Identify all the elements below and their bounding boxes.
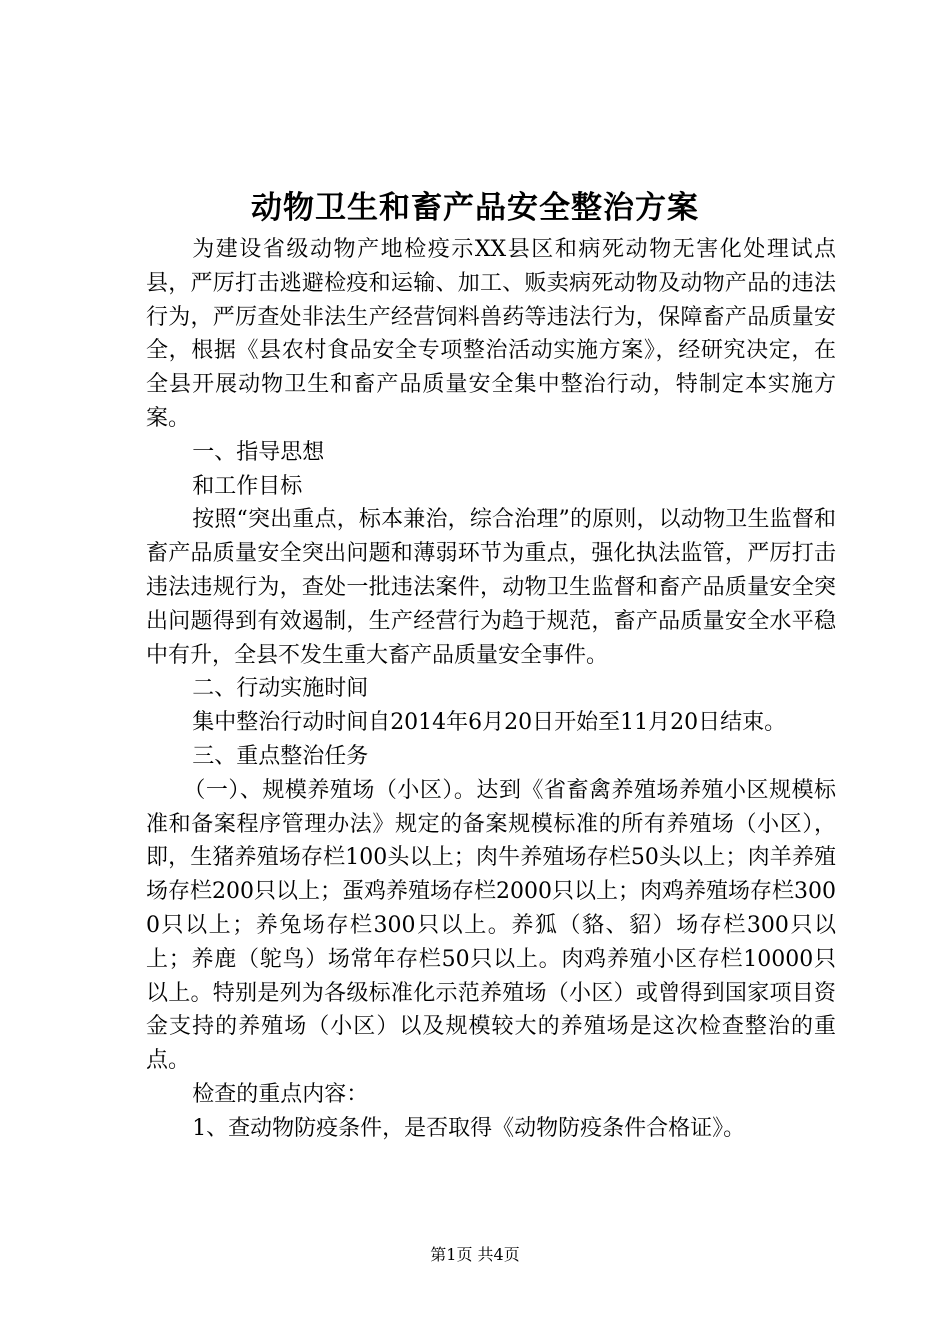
inspection-focus-heading: 检查的重点内容： — [192, 1081, 369, 1107]
intro-paragraph: 为建设省级动物产地检疫示XX县区和病死动物无害化处理试点县，严厉打击逃避检疫和运输、加工、贩卖病死动物及动物产品的违法行为，严厉查处非法生产经营饲料兽药等违法行为，保障畜产品质量安全，根据《县农村食品安全专项整治活动实施方案》，经研究决定，在全县开展动物卫生和畜产品质量安全集中整治行动，特制定本实施方案。 — [146, 237, 836, 431]
inspection-item-1: 1、查动物防疫条件，是否取得《动物防疫条件合格证》。 — [192, 1115, 746, 1141]
section-heading-work-goals: 和工作目标 — [192, 473, 303, 499]
section-heading-action-time: 二、行动实施时间 — [192, 676, 369, 702]
large-farms-paragraph: （一）、规模养殖场（小区）。达到《省畜禽养殖场养殖小区规模标准和备案程序管理办法》规定的备案规模标准的所有养殖场（小区），即，生猪养殖场存栏100头以上；肉牛养殖场存栏50头以上；肉羊养殖场存栏200只以上；蛋鸡养殖场存栏2000只以上；肉鸡养殖场存栏3000只以上；养兔场存栏300只以上。养狐（貉、貂）场存栏300只以上；养鹿（鸵鸟）场常年存栏50只以上。肉鸡养殖小区存栏10000只以上。特别是列为各级标准化示范养殖场（小区）或曾得到国家项目资金支持的养殖场（小区）以及规模较大的养殖场是这次检查整治的重点。 — [146, 777, 836, 1074]
principle-paragraph: 按照“突出重点，标本兼治，综合治理”的原则，以动物卫生监督和畜产品质量安全突出问题和薄弱环节为重点，强化执法监管，严厉打击违法违规行为，查处一批违法案件，动物卫生监督和畜产品质量安全突出问题得到有效遏制，生产经营行为趋于规范，畜产品质量安全水平稳中有升，全县不发生重大畜产品质量安全事件。 — [146, 507, 836, 668]
action-time-paragraph: 集中整治行动时间自2014年6月20日开始至11月20日结束。 — [192, 710, 787, 736]
page-footer: 第1页 共4页 — [430, 1245, 520, 1264]
section-heading-guiding-thought: 一、指导思想 — [192, 439, 325, 465]
document-title: 动物卫生和畜产品安全整治方案 — [251, 190, 699, 226]
document-body — [146, 233, 836, 1146]
section-heading-key-tasks: 三、重点整治任务 — [192, 743, 369, 769]
